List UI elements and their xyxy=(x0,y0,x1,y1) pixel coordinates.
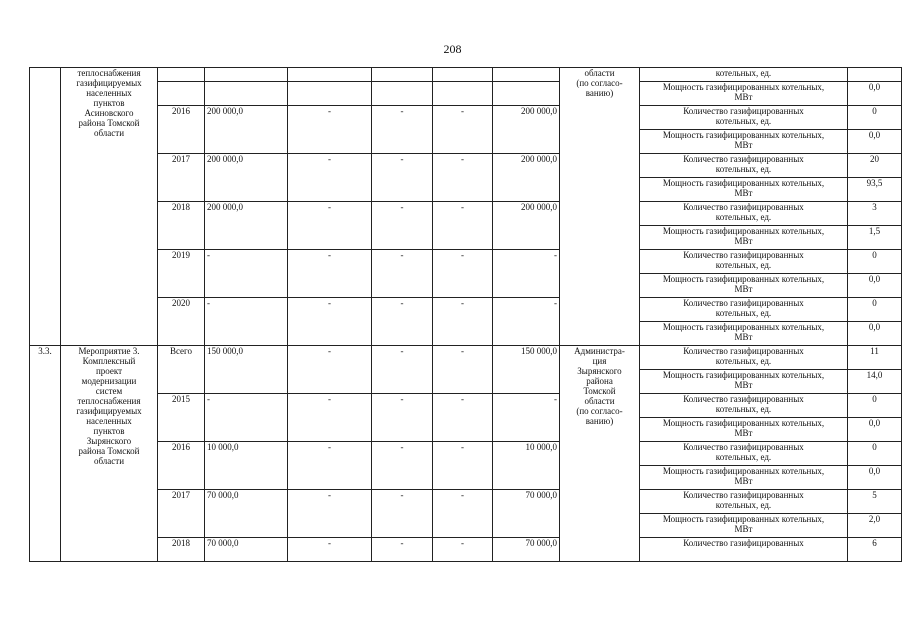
table-row xyxy=(30,346,902,370)
regional-cell: - xyxy=(372,538,433,562)
table-row xyxy=(30,68,902,82)
indicator-value-cell: 0 xyxy=(848,250,902,274)
total-cell: 70 000,0 xyxy=(205,538,288,562)
federal-cell: - xyxy=(288,298,372,346)
table-row xyxy=(30,82,902,106)
regional-cell xyxy=(372,68,433,82)
regional-cell: - xyxy=(372,106,433,154)
table-row xyxy=(30,442,902,466)
extrabudget-cell: - xyxy=(493,394,560,442)
regional-cell: - xyxy=(372,442,433,490)
extrabudget-cell: - xyxy=(493,250,560,298)
federal-cell: - xyxy=(288,490,372,538)
indicator-name-cell: Мощность газифицированных котельных, МВт xyxy=(640,418,848,442)
year-cell: 2018 xyxy=(158,538,205,562)
extrabudget-cell: 200 000,0 xyxy=(493,154,560,202)
regional-cell: - xyxy=(372,298,433,346)
total-cell: - xyxy=(205,250,288,298)
extrabudget-cell: 200 000,0 xyxy=(493,106,560,154)
year-cell: 2016 xyxy=(158,106,205,154)
regional-cell: - xyxy=(372,154,433,202)
indicator-value-cell: 6 xyxy=(848,538,902,562)
indicator-value-cell xyxy=(848,68,902,82)
indicator-name-cell: Мощность газифицированных котельных, МВт xyxy=(640,370,848,394)
table-row xyxy=(30,250,902,274)
total-cell: 200 000,0 xyxy=(205,106,288,154)
indicator-value-cell: 5 xyxy=(848,490,902,514)
indicator-value-cell: 0,0 xyxy=(848,82,902,106)
total-cell: - xyxy=(205,298,288,346)
federal-cell: - xyxy=(288,250,372,298)
indicator-name-cell: Мощность газифицированных котельных, МВт xyxy=(640,274,848,298)
local-cell xyxy=(433,82,493,106)
indicator-value-cell: 3 xyxy=(848,202,902,226)
indicator-name-cell: котельных, ед. xyxy=(640,68,848,82)
total-cell: 70 000,0 xyxy=(205,490,288,538)
table-body xyxy=(30,68,902,562)
indicator-name-cell: Количество газифицированных котельных, ед. xyxy=(640,298,848,322)
indicator-value-cell: 0 xyxy=(848,106,902,130)
table-row xyxy=(30,298,902,322)
extrabudget-cell: - xyxy=(493,298,560,346)
year-cell: 2015 xyxy=(158,394,205,442)
total-cell: 10 000,0 xyxy=(205,442,288,490)
total-cell: 200 000,0 xyxy=(205,154,288,202)
local-cell: - xyxy=(433,250,493,298)
indicator-name-cell: Количество газифицированных котельных, ед. xyxy=(640,394,848,418)
local-cell: - xyxy=(433,106,493,154)
indicator-value-cell: 14,0 xyxy=(848,370,902,394)
year-cell: Всего xyxy=(158,346,205,394)
indicator-name-cell: Количество газифицированных котельных, ед. xyxy=(640,154,848,178)
year-cell: 2019 xyxy=(158,250,205,298)
indicator-name-cell: Мощность газифицированных котельных, МВт xyxy=(640,82,848,106)
indicator-name-cell: Количество газифицированных котельных, ед. xyxy=(640,250,848,274)
federal-cell: - xyxy=(288,394,372,442)
indicator-value-cell: 0,0 xyxy=(848,418,902,442)
measure-number-cell xyxy=(30,68,61,346)
local-cell: - xyxy=(433,298,493,346)
total-cell: 150 000,0 xyxy=(205,346,288,394)
federal-cell: - xyxy=(288,346,372,394)
extrabudget-cell: 10 000,0 xyxy=(493,442,560,490)
local-cell: - xyxy=(433,394,493,442)
regional-cell: - xyxy=(372,250,433,298)
federal-cell: - xyxy=(288,442,372,490)
regional-cell: - xyxy=(372,346,433,394)
year-cell xyxy=(158,68,205,82)
extrabudget-cell: 200 000,0 xyxy=(493,202,560,250)
indicator-name-cell: Количество газифицированных котельных, ед. xyxy=(640,490,848,514)
indicator-value-cell: 20 xyxy=(848,154,902,178)
page-number: 208 xyxy=(443,42,462,56)
year-cell xyxy=(158,82,205,106)
local-cell: - xyxy=(433,346,493,394)
indicator-value-cell: 0,0 xyxy=(848,274,902,298)
federal-cell: - xyxy=(288,154,372,202)
local-cell: - xyxy=(433,202,493,250)
table-row xyxy=(30,154,902,178)
extrabudget-cell: 70 000,0 xyxy=(493,490,560,538)
regional-cell: - xyxy=(372,202,433,250)
local-cell: - xyxy=(433,490,493,538)
regional-cell: - xyxy=(372,394,433,442)
regional-cell: - xyxy=(372,490,433,538)
indicator-name-cell: Мощность газифицированных котельных, МВт xyxy=(640,130,848,154)
federal-cell xyxy=(288,82,372,106)
indicator-value-cell: 0,0 xyxy=(848,466,902,490)
indicator-value-cell: 0,0 xyxy=(848,130,902,154)
total-cell: - xyxy=(205,394,288,442)
table-row xyxy=(30,490,902,514)
regional-cell xyxy=(372,82,433,106)
indicator-value-cell: 1,5 xyxy=(848,226,902,250)
indicator-name-cell: Мощность газифицированных котельных, МВт xyxy=(640,322,848,346)
indicator-name-cell: Количество газифицированных xyxy=(640,538,848,562)
extrabudget-cell xyxy=(493,82,560,106)
measure-number-cell: 3.3. xyxy=(30,346,61,562)
program-table xyxy=(29,67,902,562)
total-cell: 200 000,0 xyxy=(205,202,288,250)
indicator-value-cell: 0 xyxy=(848,298,902,322)
federal-cell: - xyxy=(288,106,372,154)
indicator-name-cell: Количество газифицированных котельных, ед. xyxy=(640,106,848,130)
local-cell xyxy=(433,68,493,82)
indicator-value-cell: 93,5 xyxy=(848,178,902,202)
year-cell: 2017 xyxy=(158,154,205,202)
local-cell: - xyxy=(433,154,493,202)
executor-cell: области (по согласо- ванию) xyxy=(560,68,640,346)
indicator-name-cell: Количество газифицированных котельных, ед. xyxy=(640,442,848,466)
indicator-value-cell: 2,0 xyxy=(848,514,902,538)
indicator-name-cell: Количество газифицированных котельных, ед. xyxy=(640,202,848,226)
local-cell: - xyxy=(433,442,493,490)
indicator-value-cell: 0 xyxy=(848,394,902,418)
federal-cell: - xyxy=(288,202,372,250)
extrabudget-cell: 150 000,0 xyxy=(493,346,560,394)
measure-title-cell: теплоснабжения газифицируемых населенных пунктов Асиновского района Томской области xyxy=(61,68,158,346)
indicator-name-cell: Количество газифицированных котельных, ед. xyxy=(640,346,848,370)
year-cell: 2020 xyxy=(158,298,205,346)
total-cell xyxy=(205,82,288,106)
total-cell xyxy=(205,68,288,82)
table-row xyxy=(30,538,902,562)
year-cell: 2016 xyxy=(158,442,205,490)
table-row xyxy=(30,394,902,418)
indicator-name-cell: Мощность газифицированных котельных, МВт xyxy=(640,178,848,202)
indicator-value-cell: 0,0 xyxy=(848,322,902,346)
indicator-name-cell: Мощность газифицированных котельных, МВт xyxy=(640,466,848,490)
indicator-name-cell: Мощность газифицированных котельных, МВт xyxy=(640,514,848,538)
executor-cell: Администра- ция Зырянского района Томской области (по согласо- ванию) xyxy=(560,346,640,562)
year-cell: 2018 xyxy=(158,202,205,250)
year-cell: 2017 xyxy=(158,490,205,538)
extrabudget-cell: 70 000,0 xyxy=(493,538,560,562)
table-row xyxy=(30,202,902,226)
table-row xyxy=(30,106,902,130)
indicator-value-cell: 11 xyxy=(848,346,902,370)
local-cell: - xyxy=(433,538,493,562)
indicator-value-cell: 0 xyxy=(848,442,902,466)
extrabudget-cell xyxy=(493,68,560,82)
federal-cell: - xyxy=(288,538,372,562)
measure-title-cell: Мероприятие 3. Комплексный проект модернизации систем теплоснабжения газифицируемых населенных пунктов Зырянского района Томской области xyxy=(61,346,158,562)
federal-cell xyxy=(288,68,372,82)
indicator-name-cell: Мощность газифицированных котельных, МВт xyxy=(640,226,848,250)
